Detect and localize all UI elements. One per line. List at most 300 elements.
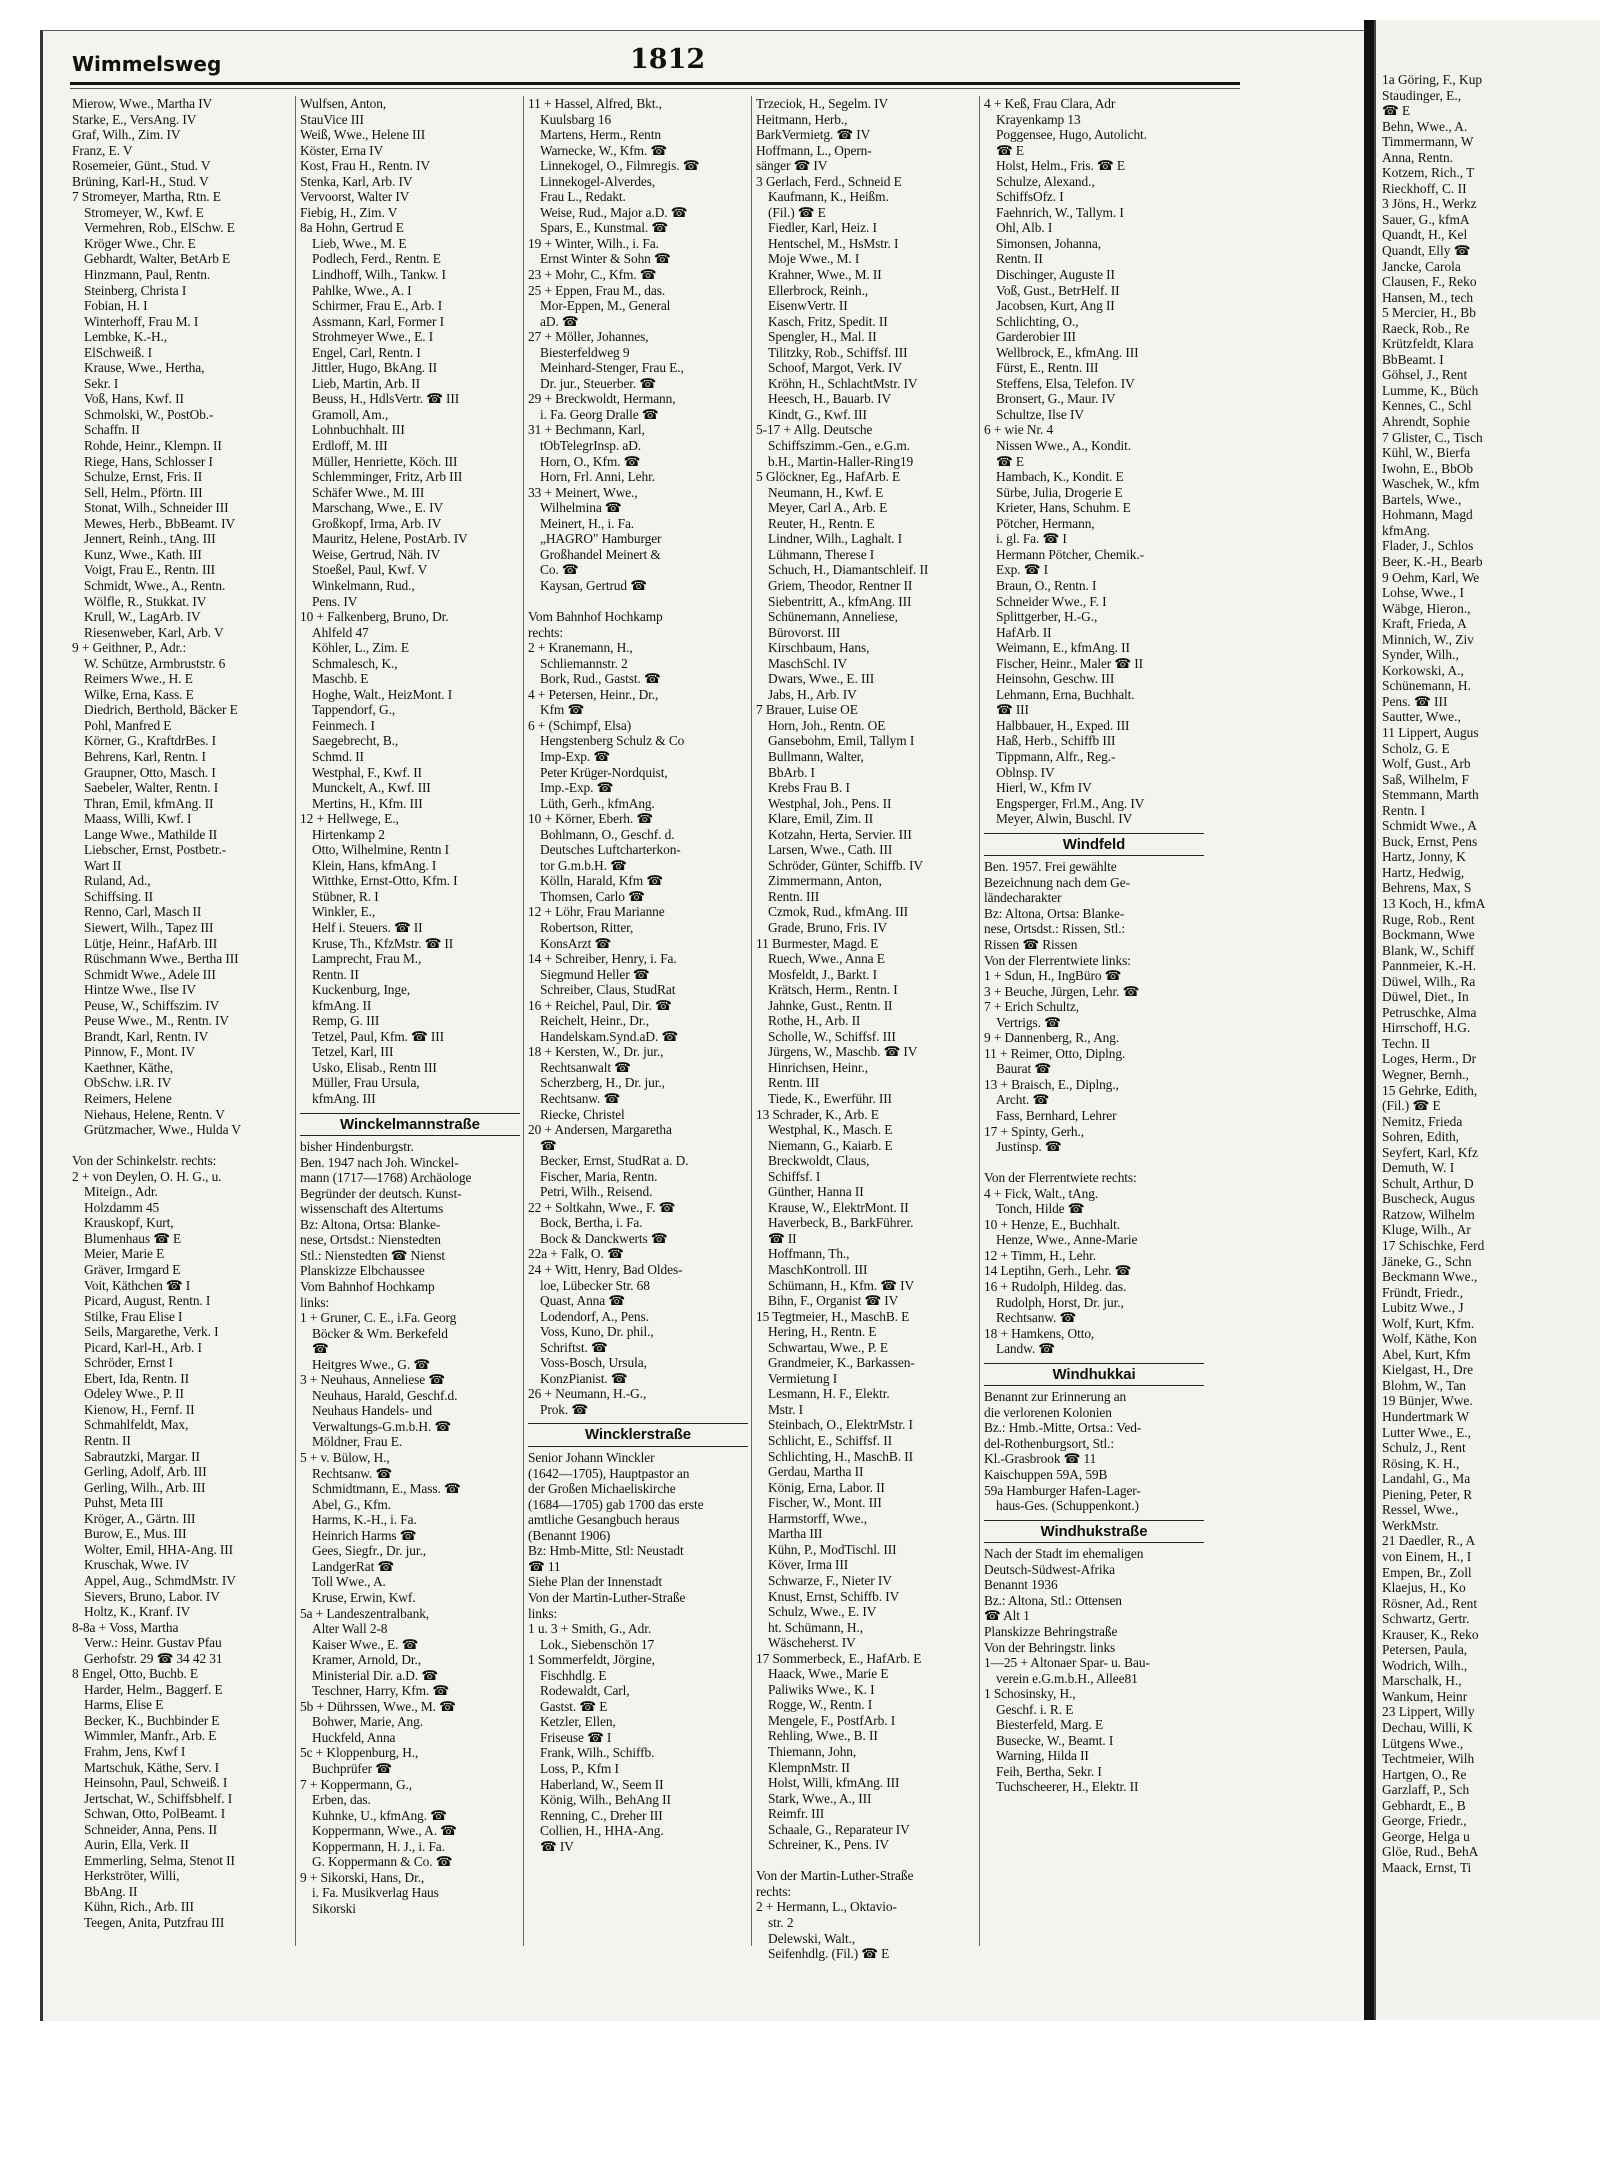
- directory-entry: Gees, Siegfr., Dr. jur.,: [312, 1543, 427, 1559]
- directory-entry: Tilitzky, Rob., Schiffsf. III: [768, 344, 908, 360]
- directory-entry: Dr. jur., Steuerber. ☎: [540, 375, 657, 391]
- directory-entry: Loss, P., Kfm I: [540, 1760, 619, 1776]
- next-page-entry: Krauser, K., Reko: [1382, 1626, 1479, 1642]
- directory-entry: Stübner, R. I: [312, 888, 379, 904]
- directory-entry: Vervoorst, Walter IV: [300, 189, 410, 205]
- directory-entry: König, Erna, Labor. II: [768, 1479, 885, 1495]
- directory-entry: Schwan, Otto, PolBeamt. I: [84, 1806, 226, 1822]
- next-page-entry: Behn, Wwe., A.: [1382, 118, 1468, 134]
- directory-entry: 13 + Braisch, E., Diplng.,: [984, 1076, 1119, 1092]
- directory-entry: BbAng. II: [84, 1883, 138, 1899]
- directory-entry: Klare, Emil, Zim. II: [768, 811, 874, 827]
- next-page-entry: Kraft, Frieda, A: [1382, 616, 1467, 632]
- directory-entry: KlempnMstr. II: [768, 1759, 850, 1775]
- directory-entry: Hierl, W., Kfm IV: [996, 780, 1092, 796]
- directory-entry: Sabrautzki, Margar. II: [84, 1448, 200, 1464]
- directory-entry: Bihn, F., Organist ☎ IV: [768, 1293, 899, 1309]
- directory-entry: Krebs Frau B. I: [768, 780, 850, 796]
- directory-entry: rechts:: [756, 1883, 791, 1899]
- next-page-entry: Iwohn, E., BbOb: [1382, 460, 1474, 476]
- directory-entry: (Benannt 1906): [528, 1527, 611, 1543]
- directory-entry: Senior Johann Winckler: [528, 1450, 655, 1466]
- next-page-entry: Blohm, W., Tan: [1382, 1377, 1467, 1393]
- directory-entry: Remp, G. III: [312, 1013, 380, 1029]
- directory-entry: Assmann, Karl, Former I: [312, 313, 444, 329]
- directory-entry: Schäfer Wwe., M. III: [312, 484, 425, 500]
- directory-entry: Bz: Hmb-Mitte, Stl: Neustadt: [528, 1543, 684, 1559]
- next-page-entry: Synder, Wilh.,: [1382, 647, 1459, 663]
- directory-entry: Paliwiks Wwe., K. I: [768, 1681, 875, 1697]
- directory-entry: Feih, Bertha, Sekr. I: [996, 1763, 1102, 1779]
- next-page-entry: Piening, Peter, R: [1382, 1486, 1473, 1502]
- directory-entry: Köhler, L., Zim. E: [312, 640, 409, 656]
- directory-entry: Faehnrich, W., Tallym. I: [996, 204, 1124, 220]
- directory-entry: 15 Tegtmeier, H., MaschB. E: [756, 1308, 910, 1324]
- next-page-entry: Kotzem, Rich., T: [1382, 165, 1475, 181]
- directory-entry: Bz.: Hmb.-Mitte, Ortsa.: Ved-: [984, 1420, 1142, 1436]
- directory-entry: Peuse, W., Schiffszim. IV: [84, 997, 220, 1013]
- directory-entry: Voß, Gust., BetrHelf. II: [996, 282, 1120, 298]
- directory-entry: Simonsen, Johanna,: [996, 235, 1101, 251]
- directory-entry: Schoof, Margot, Verk. IV: [768, 360, 902, 376]
- directory-entry: Geschf. i. R. E: [996, 1701, 1074, 1717]
- directory-entry: Franz, E. V: [72, 142, 133, 158]
- next-page-entry: Rieckhoff, C. II: [1382, 180, 1467, 196]
- directory-entry: Riege, Hans, Schlosser I: [84, 453, 213, 469]
- directory-entry: Siegmund Heller ☎: [540, 966, 650, 982]
- directory-entry: Lühmann, Therese I: [768, 546, 875, 562]
- directory-entry: Stilke, Frau Elise I: [84, 1308, 183, 1324]
- directory-entry: mann (1717—1768) Archäologe: [300, 1170, 472, 1186]
- directory-entry: Neuhaus, Harald, Geschf.d.: [312, 1387, 458, 1403]
- directory-entry: Frau L., Redakt.: [540, 189, 626, 205]
- directory-entry: Bork, Rud., Gastst. ☎: [540, 671, 661, 687]
- directory-entry: Krause, Wwe., Hertha,: [84, 360, 205, 376]
- directory-entry: Odeley Wwe., P. II: [84, 1386, 184, 1402]
- directory-entry: Scherzberg, H., Dr. jur.,: [540, 1075, 665, 1091]
- directory-entry: 1—25 + Altonaer Spar- u. Bau-: [984, 1655, 1150, 1671]
- directory-entry: Gerhofstr. 29 ☎ 34 42 31: [84, 1650, 223, 1666]
- directory-entry: ☎ E: [996, 142, 1024, 158]
- directory-entry: Meyer, Carl A., Arb. E: [768, 500, 888, 516]
- directory-entry: Harms, Elise E: [84, 1697, 164, 1713]
- next-page-entry: Schwartz, Gertr.: [1382, 1611, 1470, 1627]
- directory-entry: Mor-Eppen, M., General: [540, 298, 671, 314]
- directory-entry: Mosfeldt, J., Barkt. I: [768, 966, 878, 982]
- next-page-entry: Quandt, Elly ☎: [1382, 243, 1471, 259]
- next-page-entry: Maack, Ernst, Ti: [1382, 1859, 1472, 1875]
- directory-entry: Hengstenberg Schulz & Co: [540, 733, 685, 749]
- directory-entry: Krätsch, Herm., Rentn. I: [768, 982, 898, 998]
- directory-entry: Bohlmann, O., Geschf. d.: [540, 826, 675, 842]
- directory-entry: Dischinger, Auguste II: [996, 267, 1115, 283]
- directory-entry: 5 + v. Bülow, H.,: [300, 1450, 390, 1466]
- next-page-entry: Pannmeier, K.-H.: [1382, 958, 1476, 974]
- directory-entry: Lange Wwe., Mathilde II: [84, 826, 218, 842]
- next-page-entry: Beckmann Wwe.,: [1382, 1269, 1478, 1285]
- directory-entry: Wellbrock, E., kfmAng. III: [996, 344, 1139, 360]
- directory-entry: Deutsches Luftcharterkon-: [540, 842, 681, 858]
- directory-entry: 5 Glöckner, Eg., HafArb. E: [756, 469, 901, 485]
- directory-entry: Hoffmann, Th.,: [768, 1246, 850, 1262]
- next-page-entry: Wegner, Bernh.,: [1382, 1067, 1469, 1082]
- directory-entry: Böcker & Wm. Berkefeld: [312, 1325, 448, 1341]
- directory-entry: Hermann Pötcher, Chemik.-: [996, 546, 1144, 562]
- next-page-entry: Sautter, Wwe.,: [1382, 709, 1461, 725]
- directory-entry: Burow, E., Mus. III: [84, 1526, 187, 1542]
- directory-entry: Schmd. II: [312, 748, 364, 764]
- directory-entry: Schiffsing. II: [84, 888, 154, 904]
- column-3: [528, 96, 748, 1854]
- directory-entry: 12 + Timm, H., Lehr.: [984, 1247, 1096, 1263]
- directory-entry: links:: [300, 1294, 330, 1310]
- directory-entry: str. 2: [768, 1914, 794, 1930]
- directory-entry: [984, 1155, 1204, 1171]
- directory-entry: 17 Sommerbeck, E., HafArb. E: [756, 1650, 922, 1666]
- next-page-entry: Raeck, Rob., Re: [1382, 320, 1470, 336]
- directory-entry: Lüth, Gerh., kfmAng.: [540, 795, 655, 811]
- directory-entry: Picard, August, Rentn. I: [84, 1293, 211, 1309]
- directory-entry: Kienow, H., Fernf. II: [84, 1401, 195, 1417]
- directory-entry: Schmolski, W., PostOb.-: [84, 406, 214, 422]
- next-page-entry: Seyfert, Karl, Kfz: [1382, 1144, 1478, 1160]
- directory-entry: Mauritz, Helene, PostArb. IV: [312, 531, 468, 547]
- directory-entry: Schneider, Anna, Pens. II: [84, 1821, 218, 1837]
- directory-entry: Bezeichnung nach dem Ge-: [984, 874, 1130, 890]
- directory-entry: nese, Ortsdst.: Nienstedten: [300, 1232, 441, 1248]
- directory-entry: 6 + wie Nr. 4: [984, 422, 1054, 438]
- next-page-entry: Minnich, W., Ziv: [1382, 631, 1474, 647]
- directory-entry: Holtz, K., Kranf. IV: [84, 1604, 191, 1620]
- street-heading: Winckelmannstraße: [300, 1113, 520, 1137]
- directory-entry: Ben. 1957. Frei gewählte: [984, 859, 1117, 875]
- directory-entry: Horn, Frl. Anni, Lehr.: [540, 469, 655, 485]
- street-heading: Windfeld: [984, 833, 1204, 857]
- directory-entry: Weiß, Wwe., Helene III: [300, 127, 426, 143]
- next-page-entry: Clausen, F., Reko: [1382, 274, 1477, 290]
- directory-entry: Martha III: [768, 1526, 823, 1542]
- directory-entry: Bock, Bertha, i. Fa.: [540, 1215, 643, 1231]
- directory-entry: Hoghe, Walt., HeizMont. I: [312, 686, 453, 702]
- directory-entry: 9 + Sikorski, Hans, Dr.,: [300, 1869, 425, 1885]
- directory-entry: 12 + Hellwege, E.,: [300, 811, 399, 827]
- directory-entry: wissenschaft des Altertums: [300, 1201, 444, 1217]
- directory-entry: Frahm, Jens, Kwf I: [84, 1743, 186, 1759]
- next-page-entry: Rösner, Ad., Rent: [1382, 1595, 1478, 1611]
- directory-entry: Rohde, Heinr., Klempn. II: [84, 438, 222, 454]
- directory-entry: MaschSchl. IV: [768, 655, 848, 671]
- directory-entry: Rechtsanw. ☎: [540, 1091, 621, 1106]
- directory-entry: Seils, Margarethe, Verk. I: [84, 1324, 219, 1340]
- next-page-entry: Wankum, Heinr: [1382, 1688, 1468, 1704]
- directory-entry: Lindhoff, Wilh., Tankw. I: [312, 267, 446, 283]
- directory-entry: Schiffsf. I: [768, 1168, 821, 1184]
- directory-entry: 16 + Rudolph, Hildeg. das.: [984, 1279, 1127, 1295]
- directory-entry: 3 + Beuche, Jürgen, Lehr. ☎: [984, 983, 1140, 999]
- directory-entry: 7 + Koppermann, G.,: [300, 1776, 413, 1792]
- directory-entry: Lodendorf, A., Pens.: [540, 1308, 649, 1324]
- directory-entry: Rüschmann Wwe., Bertha III: [84, 951, 239, 967]
- directory-entry: 8-8a + Voss, Martha: [72, 1619, 179, 1635]
- directory-entry: Bullmann, Walter,: [768, 748, 864, 764]
- directory-entry: Kröger Wwe., Chr. E: [84, 235, 196, 251]
- directory-entry: Rogge, W., Rentn. I: [768, 1697, 873, 1713]
- next-page-entry: 7 Glister, C., Tisch: [1382, 429, 1483, 445]
- directory-entry: Mierow, Wwe., Martha IV: [72, 96, 213, 111]
- next-page-entry: Lohse, Wwe., I: [1382, 585, 1464, 601]
- directory-entry: ☎ E: [996, 453, 1024, 469]
- next-page-entry: Hundertmark W: [1382, 1409, 1470, 1425]
- directory-entry: Tappendorf, G.,: [312, 702, 396, 718]
- directory-entry: Benannt zur Erinnerung an: [984, 1389, 1127, 1405]
- directory-entry: Harmstorff, Wwe.,: [768, 1510, 867, 1526]
- directory-entry: Kasch, Fritz, Spedit. II: [768, 313, 888, 329]
- column-4: [756, 96, 976, 1962]
- directory-entry: 2 + Hermann, L., Oktavio-: [756, 1899, 897, 1915]
- next-page-entry: Sohren, Edith,: [1382, 1129, 1459, 1145]
- directory-entry: Heinrich Harms ☎: [312, 1527, 417, 1543]
- directory-entry: Reimers Wwe., H. E: [84, 671, 193, 687]
- next-page-entry: 15 Gehrke, Edith,: [1382, 1082, 1478, 1098]
- directory-entry: 1 + Gruner, C. E., i.Fa. Georg: [300, 1310, 457, 1326]
- directory-entry: Neumann, H., Kwf. E: [768, 484, 884, 500]
- street-heading: Wincklerstraße: [528, 1423, 748, 1447]
- directory-entry: 22 + Soltkahn, Wwe., F. ☎: [528, 1199, 676, 1215]
- column-divider: [979, 96, 980, 1946]
- directory-entry: Helf i. Steuers. ☎ II: [312, 919, 423, 935]
- directory-entry: Busecke, W., Beamt. I: [996, 1732, 1114, 1748]
- directory-entry: Kröhn, H., SchlachtMstr. IV: [768, 375, 918, 391]
- directory-entry: Koppermann, Wwe., A. ☎: [312, 1823, 457, 1839]
- directory-entry: Krieter, Hans, Schuhm. E: [996, 500, 1131, 516]
- directory-entry: Köster, Erna IV: [300, 142, 384, 158]
- directory-entry: Meinhard-Stenger, Frau E.,: [540, 360, 684, 376]
- directory-entry: ☎ IV: [540, 1838, 574, 1854]
- directory-entry: Schmidt Wwe., Adele III: [84, 966, 216, 982]
- next-page-entry: Waschek, W., kfm: [1382, 476, 1480, 492]
- directory-entry: Alter Wall 2-8: [312, 1621, 388, 1637]
- directory-entry: Braun, O., Rentn. I: [996, 577, 1097, 593]
- directory-entry: Krull, W., LagArb. IV: [84, 609, 201, 625]
- directory-entry: Blumenhaus ☎ E: [84, 1230, 182, 1246]
- directory-entry: Schulze, Alexand.,: [996, 173, 1095, 189]
- next-page-entry: Wodrich, Wilh.,: [1382, 1657, 1468, 1673]
- directory-entry: Bock & Danckwerts ☎: [540, 1230, 668, 1246]
- directory-entry: 5b + Dührssen, Wwe., M. ☎: [300, 1698, 456, 1714]
- directory-entry: Renning, C., Dreher III: [540, 1807, 663, 1823]
- directory-entry: [756, 1853, 976, 1869]
- directory-entry: Linnekogel, O., Filmregis. ☎: [540, 158, 700, 174]
- directory-entry: Griem, Theodor, Rentner II: [768, 577, 913, 593]
- directory-entry: 7 Stromeyer, Martha, Rtn. E: [72, 189, 221, 205]
- directory-entry: Hinrichsen, Heinr.,: [768, 1059, 868, 1075]
- directory-entry: Thran, Emil, kfmAng. II: [84, 795, 214, 811]
- directory-entry: Von der Behringstr. links: [984, 1639, 1116, 1655]
- directory-entry: Sikorski: [312, 1900, 356, 1916]
- directory-entry: Müller, Henriette, Köch. III: [312, 453, 458, 469]
- directory-entry: i. Fa. Georg Dralle ☎: [540, 406, 659, 422]
- next-page-entry: Lubitz Wwe., J: [1382, 1300, 1464, 1316]
- next-page-entry: 9 Oehm, Karl, We: [1382, 569, 1480, 585]
- directory-entry: Reichelt, Heinr., Dr.,: [540, 1013, 649, 1029]
- next-page-entry: Demuth, W. I: [1382, 1160, 1455, 1176]
- directory-entry: Köver, Irma III: [768, 1557, 849, 1573]
- directory-entry: Lesmann, H. F., Elektr.: [768, 1386, 890, 1402]
- next-page-entry: Rentn. I: [1382, 802, 1426, 818]
- street-heading: Windhukstraße: [984, 1520, 1204, 1544]
- directory-entry: 10 + Henze, E., Buchhalt.: [984, 1216, 1120, 1232]
- directory-entry: Haverbeck, B., BarkFührer.: [768, 1215, 914, 1231]
- directory-entry: Körner, G., KraftdrBes. I: [84, 733, 216, 749]
- directory-entry: Wilke, Erna, Kass. E: [84, 686, 194, 702]
- directory-entry: Maschb. E: [312, 671, 369, 687]
- directory-entry: Schulze, Ernst, Fris. II: [84, 469, 203, 485]
- directory-entry: Grützmacher, Wwe., Hulda V: [84, 1122, 242, 1138]
- directory-entry: die verlorenen Kolonien: [984, 1404, 1112, 1420]
- directory-entry: Archt. ☎: [996, 1092, 1050, 1108]
- directory-entry: Pinnow, F., Mont. IV: [84, 1044, 196, 1060]
- next-page-entry: Wolf, Käthe, Kon: [1382, 1331, 1477, 1347]
- next-page-entry: Rösing, K. H.,: [1382, 1455, 1460, 1471]
- directory-entry: Schlemminger, Fritz, Arb III: [312, 469, 463, 485]
- next-page-entry: Blank, W., Schiff: [1382, 942, 1475, 958]
- directory-entry: Lütje, Heinr., HafArb. III: [84, 935, 218, 951]
- next-page-entry: Düwel, Diet., In: [1382, 989, 1469, 1005]
- directory-entry: Rentn. III: [768, 888, 820, 904]
- directory-entry: Voigt, Frau E., Rentn. III: [84, 562, 216, 578]
- directory-entry: Holst, Helm., Fris. ☎ E: [996, 158, 1125, 174]
- directory-entry: Abel, G., Kfm.: [312, 1496, 391, 1512]
- directory-entry: Jertschat, W., Schiffsbhelf. I: [84, 1790, 233, 1806]
- directory-entry: Erdloff, M. III: [312, 438, 388, 454]
- column-divider: [523, 96, 524, 1946]
- directory-entry: Voss-Bosch, Ursula,: [540, 1355, 647, 1371]
- directory-entry: Bohwer, Marie, Ang.: [312, 1714, 423, 1730]
- directory-entry: 14 Leptihn, Gerh., Lehr. ☎: [984, 1263, 1132, 1279]
- directory-entry: Graupner, Otto, Masch. I: [84, 764, 216, 780]
- directory-entry: Pohl, Manfred E: [84, 717, 172, 733]
- directory-entry: Wilhelmina ☎: [540, 500, 622, 516]
- directory-entry: amtliche Gesangbuch heraus: [528, 1512, 680, 1528]
- next-page-entry: Schult, Arthur, D: [1382, 1175, 1474, 1191]
- next-page-entry: 21 Daedler, R., A: [1382, 1533, 1476, 1549]
- directory-entry: Horn, O., Kfm. ☎: [540, 453, 641, 469]
- directory-entry: Krause, W., ElektrMont. II: [768, 1199, 909, 1215]
- directory-entry: 4 + Keß, Frau Clara, Adr: [984, 96, 1116, 111]
- directory-entry: Nissen Wwe., A., Kondit.: [996, 438, 1131, 454]
- next-page-entry: Landahl, G., Ma: [1382, 1471, 1471, 1487]
- directory-entry: Prok. ☎: [540, 1401, 588, 1417]
- column-2: [300, 96, 520, 1916]
- directory-entry: Garderobier III: [996, 329, 1076, 345]
- directory-entry: Nach der Stadt im ehemaligen: [984, 1546, 1144, 1562]
- directory-entry: ☎ 11: [528, 1558, 561, 1574]
- directory-entry: Thiemann, John,: [768, 1743, 857, 1759]
- directory-entry: Munckelt, A., Kwf. III: [312, 780, 431, 796]
- directory-entry: Riecke, Christel: [540, 1106, 625, 1122]
- directory-entry: Rentn. III: [768, 1075, 820, 1091]
- directory-entry: Schmalesch, K.,: [312, 655, 398, 671]
- directory-entry: Reimers, Helene: [84, 1091, 172, 1106]
- directory-entry: 12 + Löhr, Frau Marianne: [528, 904, 665, 920]
- directory-entry: Weimann, E., kfmAng. II: [996, 640, 1130, 656]
- directory-entry: verein e.G.m.b.H., Allee81: [996, 1670, 1138, 1686]
- directory-entry: Halbbauer, H., Exped. III: [996, 717, 1130, 733]
- directory-entry: 2 + Kranemann, H.,: [528, 640, 633, 656]
- directory-entry: Petri, Wilh., Reisend.: [540, 1184, 653, 1200]
- directory-entry: Ruech, Wwe., Anna E: [768, 951, 885, 967]
- directory-entry: Stromeyer, W., Kwf. E: [84, 204, 204, 220]
- directory-entry: Stl.: Nienstedten ☎ Nienst: [300, 1247, 445, 1263]
- next-page-entry: George, Helga u: [1382, 1828, 1470, 1844]
- directory-entry: BarkVermietg. ☎ IV: [756, 127, 871, 143]
- next-page-entry: Staudinger, E.,: [1382, 87, 1462, 103]
- directory-entry: 29 + Breckwoldt, Hermann,: [528, 391, 676, 407]
- directory-entry: Schlichting, H., MaschB. II: [768, 1448, 913, 1464]
- directory-entry: Mertins, H., Kfm. III: [312, 795, 423, 811]
- directory-entry: Hering, H., Rentn. E: [768, 1324, 877, 1340]
- directory-entry: Großhandel Meinert &: [540, 546, 661, 562]
- directory-entry: Feinmech. I: [312, 717, 375, 733]
- directory-entry: Lieb, Martin, Arb. II: [312, 375, 420, 391]
- directory-entry: Becker, Ernst, StudRat a. D.: [540, 1153, 689, 1169]
- directory-entry: Kaischuppen 59A, 59B: [984, 1467, 1108, 1483]
- directory-entry: Imp-Exp. ☎: [540, 748, 610, 764]
- running-head-street: Wimmelsweg: [72, 52, 222, 76]
- directory-entry: 13 Schrader, K., Arb. E: [756, 1106, 879, 1122]
- directory-entry: Fobian, H. I: [84, 298, 148, 314]
- directory-entry: Co. ☎: [540, 562, 579, 578]
- directory-entry: Zimmermann, Anton,: [768, 873, 882, 889]
- directory-entry: Rehling, Wwe., B. II: [768, 1728, 878, 1744]
- directory-entry: Von der Martin-Luther-Straße: [756, 1868, 914, 1884]
- next-page-entry: Nemitz, Frieda: [1382, 1113, 1463, 1129]
- directory-entry: Siebentritt, A., kfmAng. III: [768, 593, 912, 609]
- directory-entry: 24 + Witt, Henry, Bad Oldes-: [528, 1262, 683, 1278]
- directory-entry: Schulz, Wwe., E. IV: [768, 1604, 877, 1620]
- directory-entry: Stonat, Wilh., Schneider III: [84, 500, 229, 516]
- directory-entry: Schneider Wwe., F. I: [996, 593, 1107, 609]
- next-page-entry: Bockmann, Wwe: [1382, 927, 1475, 943]
- directory-entry: Becker, K., Buchbinder E: [84, 1712, 220, 1728]
- directory-entry: Krayenkamp 13: [996, 111, 1081, 127]
- next-page-entry: Kühl, W., Bierfa: [1382, 445, 1471, 461]
- directory-entry: Teegen, Anita, Putzfrau III: [84, 1914, 225, 1930]
- directory-entry: Siehe Plan der Innenstadt: [528, 1574, 662, 1590]
- directory-entry: Henze, Wwe., Anne-Marie: [996, 1232, 1138, 1248]
- directory-entry: [528, 594, 748, 610]
- directory-entry: Benannt 1936: [984, 1577, 1058, 1593]
- directory-entry: Schmidt, Wwe., A., Rentn.: [84, 577, 226, 593]
- directory-entry: Thomsen, Carlo ☎: [540, 888, 645, 904]
- directory-entry: Gerling, Adolf, Arb. III: [84, 1464, 207, 1480]
- directory-entry: Kröger, A., Gärtn. III: [84, 1510, 196, 1526]
- next-page-entry: Glöe, Rud., BehA: [1382, 1844, 1479, 1860]
- next-page-entry: Kluge, Wilh., Ar: [1382, 1222, 1471, 1238]
- directory-entry: 7 Brauer, Luise OE: [756, 702, 858, 718]
- directory-entry: Rosemeier, Günt., Stud. V: [72, 158, 211, 174]
- next-page-entry: Empen, Br., Zoll: [1382, 1564, 1472, 1580]
- directory-entry: 3 Gerlach, Ferd., Schneid E: [756, 173, 902, 189]
- directory-entry: Voit, Käthchen ☎ I: [84, 1277, 191, 1293]
- directory-entry: Von der Flerrentwiete rechts:: [984, 1170, 1137, 1186]
- directory-entry: Gräver, Irmgard E: [84, 1262, 181, 1278]
- directory-entry: Grandmeier, K., Barkassen-: [768, 1355, 915, 1371]
- directory-entry: Usko, Elisab., Rentn III: [312, 1059, 437, 1075]
- directory-entry: 8a Hohn, Gertrud E: [300, 220, 404, 236]
- directory-entry: ☎ III: [996, 702, 1029, 718]
- directory-entry: Pahlke, Wwe., A. I: [312, 282, 412, 298]
